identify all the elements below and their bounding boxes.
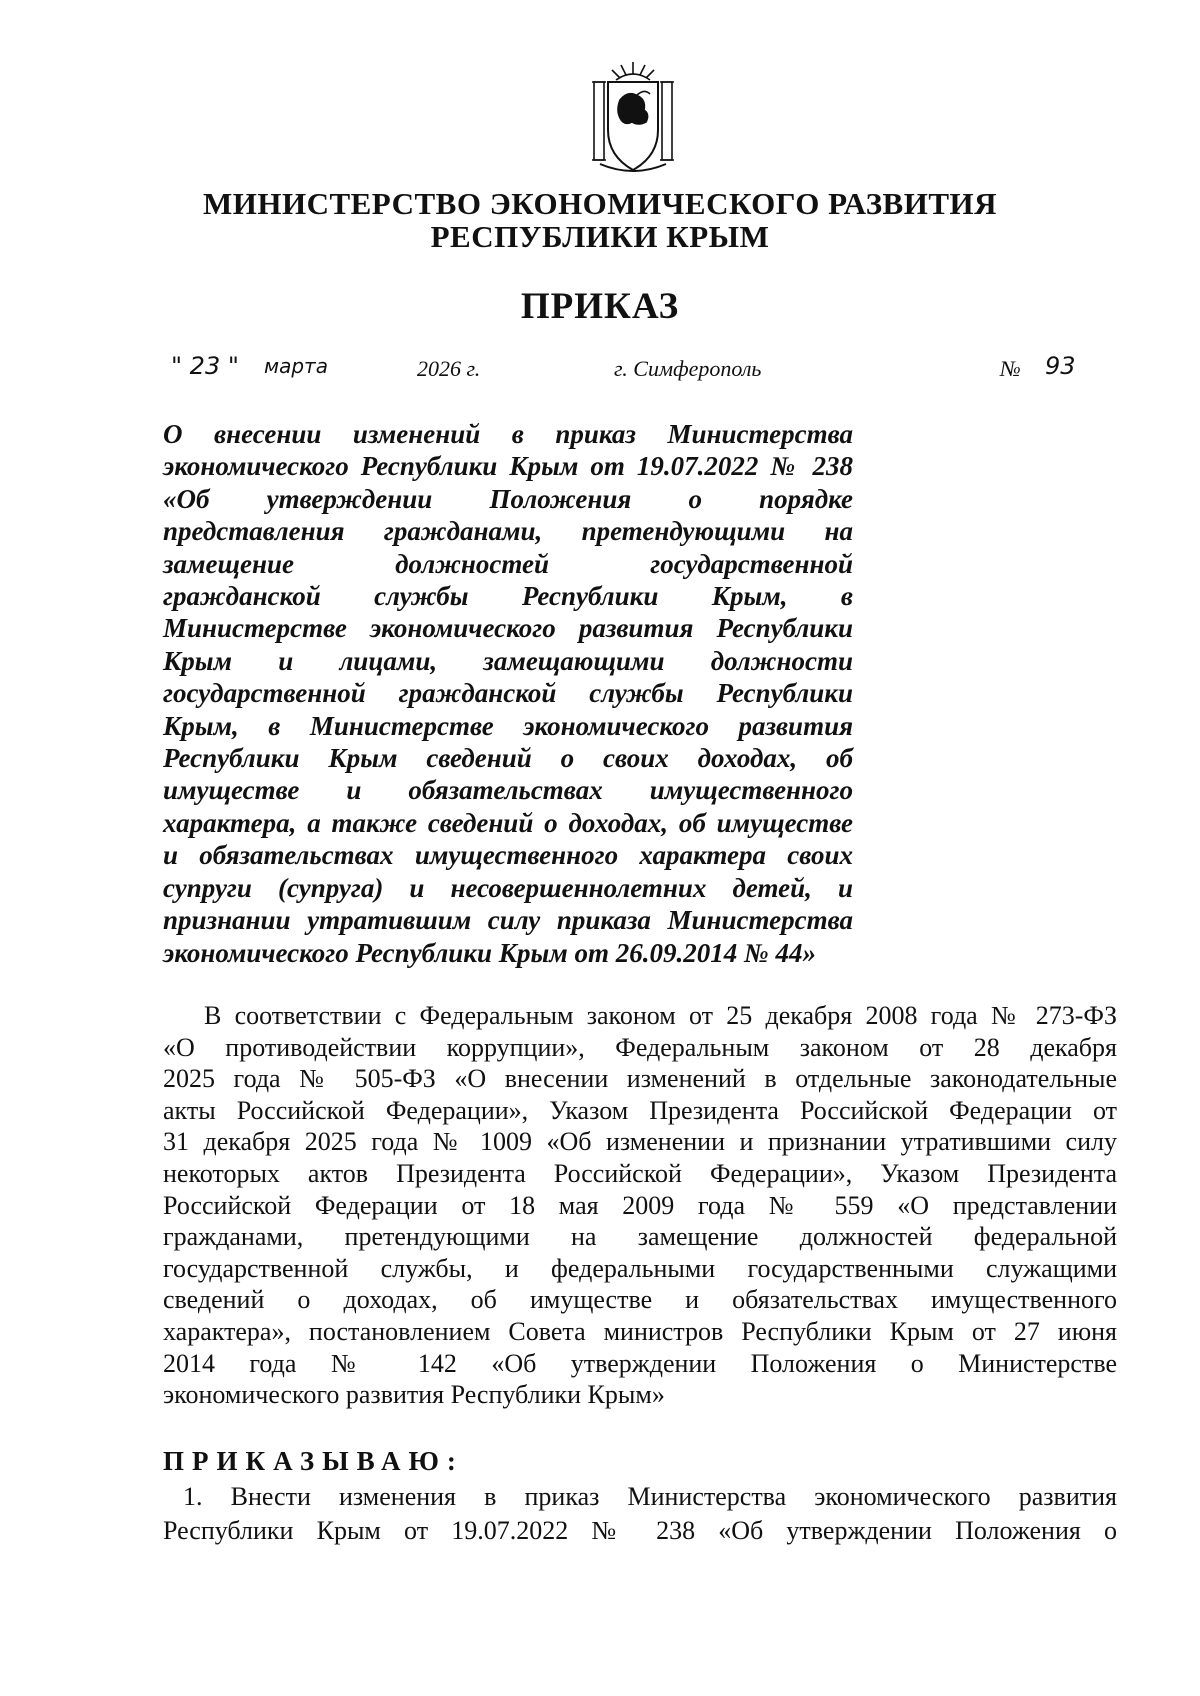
crimea-coat-of-arms-icon (588, 60, 678, 178)
preamble-line: сведений о доходах, об имуществе и обязательствах имущественного (163, 1285, 1117, 1315)
subject-line: замещение должностей государственной (163, 548, 853, 579)
subject-line: признании утратившим силу приказа Министерства (163, 905, 853, 936)
subject-line: государственной гражданской службы Республики (163, 678, 853, 709)
document-number: 93 (1045, 352, 1076, 380)
subject-line: Крым, в Министерстве экономического развития (163, 710, 853, 741)
subject-line: имуществе и обязательствах имущественного (163, 775, 853, 806)
preamble-line: акты Российской Федерации», Указом Президента Российской Федерации от (163, 1095, 1117, 1125)
item-line: 1. Внести изменения в приказ Министерства экономического развития (183, 1482, 1117, 1511)
preamble-line: некоторых актов Президента Российской Федерации», Указом Президента (163, 1158, 1117, 1188)
org-name-line2: РЕСПУБЛИКИ КРЫМ (430, 219, 770, 254)
subject-line: Республики Крым сведений о своих доходах, об (163, 743, 853, 774)
date-day: " 23 " (171, 352, 239, 380)
preamble-line: экономического развития Республики Крым» (163, 1380, 665, 1410)
subject-line: экономического Республики Крым от 26.09.2014 № 44» (163, 937, 816, 968)
document-type-title: ПРИКАЗ (520, 286, 680, 327)
date-month: марта (264, 354, 328, 378)
preamble-line: Российской Федерации от 18 мая 2009 года № 559 «О представлении (163, 1190, 1117, 1220)
date-year: 2026 г. (417, 356, 481, 381)
order-item-1 (163, 1480, 1117, 1548)
preamble-line: характера», постановлением Совета министров Республики Крым от 27 июня (163, 1316, 1117, 1346)
subject-line: и обязательствах имущественного характера своих (163, 840, 853, 871)
preamble-line: 2014 года № 142 «Об утверждении Положения о Министерстве (163, 1348, 1117, 1378)
preamble-line: гражданами, претендующими на замещение должностей федеральной (163, 1222, 1117, 1252)
city: г. Симферополь (614, 356, 762, 381)
org-name-line1: МИНИСТЕРСТВО ЭКОНОМИЧЕСКОГО РАЗВИТИЯ (202, 186, 998, 221)
preamble-line: 31 декабря 2025 года № 1009 «Об изменении и признании утратившими силу (163, 1127, 1117, 1157)
preamble-line: 2025 года № 505-ФЗ «О внесении изменений в отдельные законодательные (163, 1064, 1117, 1094)
subject-line: экономического Республики Крым от 19.07.2022 № 238 (163, 451, 853, 482)
subject-line: гражданской службы Республики Крым, в (163, 581, 853, 612)
subject-line: представления гражданами, претендующими на (163, 516, 853, 547)
preamble-line: В соответствии с Федеральным законом от 25 декабря 2008 года № 273-ФЗ (204, 1001, 1117, 1030)
order-directive-heading: ПРИКАЗЫВАЮ: (163, 1446, 464, 1476)
preamble-line: «О противодействии коррупции», Федеральным законом от 28 декабря (163, 1032, 1117, 1062)
subject-line: «Об утверждении Положения о порядке (163, 483, 853, 514)
subject-line: супруги (супруга) и несовершеннолетних детей, и (163, 872, 853, 903)
item-line: Республики Крым от 19.07.2022 № 238 «Об утверждении Положения о (163, 1516, 1117, 1545)
subject-block (163, 418, 853, 969)
preamble-line: государственной службы, и федеральными государственными служащими (163, 1253, 1117, 1283)
subject-line: О внесении изменений в приказ Министерства (163, 419, 853, 449)
subject-line: Министерстве экономического развития Республики (163, 613, 853, 644)
subject-line: Крым и лицами, замещающими должности (163, 645, 853, 676)
number-label: № (1000, 356, 1021, 381)
subject-line: характера, а также сведений о доходах, об имуществе (163, 807, 853, 838)
preamble-paragraph (163, 1000, 1117, 1411)
